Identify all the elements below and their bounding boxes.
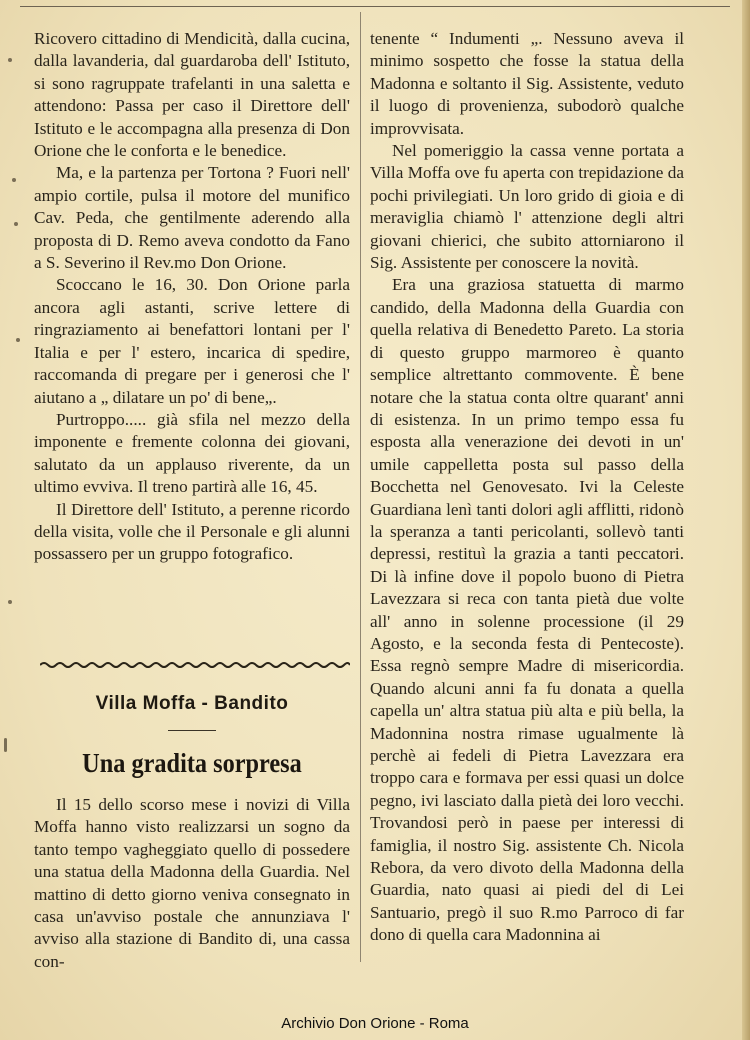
paragraph: Era una graziosa statuetta di marmo candido, della Madonna della Guardia con quella relativa di Benedetto Pareto. La storia di questo gruppo marmoreo è quanto semplice altrettanto commovente. È bene notare che la statua conta oltre quarant' anni di esistenza. In un primo tempo essa fu esposta alla venerazione dei devoti in un' umile cappelletta posta sul passo della Bocchetta nel Genovesato. Ivi la Celeste Guardiana lenì tanti dolori agli afflitti, ridonò la speranza a tanti pericolanti, sollevò tanti depressi, restituì la grazia a tanti peccatori. Di là infine dove il popolo buono di Pietra Lavezzara si reca con tanta pietà due volte all' anno in solenne processione (il 29 Agosto, e la seconda festa di Pentecoste). Essa regnò sempre Madre di misericordia. Quando alcuni anni fa fu donata a quella capella un' altra statua più alta e più bella, la Madonnina nostra rimase ugualmente là perchè ai fedeli di Pietra Lavezzara era troppo cara e formava per essi quasi un dolce pegno, ivi lasciato dalla pietà dei loro vecchi. Trovandosi però in paese per interessi di famiglia, il nostro Sig. assistente Ch. Nicola Rebora, da vero divoto della Madonna della Guardia, nato quasi ai piedi del di Lei Santuario, pregò il suo R.mo Parroco di far dono di quella cara Madonnina ai bbox=[370, 275, 684, 945]
archive-label: Archivio Don Orione - Roma bbox=[281, 1015, 469, 1032]
scan-speck bbox=[8, 600, 12, 604]
paragraph: Ricovero cittadino di Mendicità, dalla cucina, dalla lavanderia, dal guardaroba dell' Istituto, si sono ragruppate trafelanti in una saletta e attendono: Passa per caso il Direttore dell' Istituto e le accompagna alla presenza di Don Orione che le conforta e le benedice. bbox=[34, 29, 350, 161]
left-column bbox=[34, 28, 350, 566]
page-edge bbox=[742, 0, 750, 1040]
scan-speck bbox=[16, 338, 20, 342]
paragraph: Nel pomeriggio la cassa venne portata a Villa Moffa ove fu aperta con trepidazione da pochi privilegiati. Un loro grido di gioia e di meraviglia chiamò l' attenzione degli altri giovani chierici, che subito attorniarono il Sig. Assistente per conoscere la novità. bbox=[370, 141, 684, 273]
paragraph: Il 15 dello scorso mese i novizi di Villa Moffa hanno visto realizzarsi un sogno da tanto tempo vagheggiato quello di possedere una statua della Madonna della Guardia. Nel mattino di detto giorno veniva consegnato in casa un'avviso postale che annunziava l' avviso alla stazione di Bandito di, una cassa con- bbox=[34, 795, 350, 971]
paragraph: Purtroppo..... già sfila nel mezzo della imponente e fremente colonna dei giovani, salutato da un applauso riverente, da un ultimo evviva. Il treno partirà alle 16, 45. bbox=[34, 409, 350, 497]
paragraph: Il Direttore dell' Istituto, a perenne ricordo della visita, volle che il Personale e gli alunni possassero per un gruppo fotografico. bbox=[34, 499, 350, 564]
top-rule bbox=[20, 6, 730, 7]
article-start bbox=[34, 794, 350, 973]
paragraph: tenente “ Indumenti „. Nessuno aveva il minimo sospetto che fosse la statua della Madonna e soltanto il Sig. Assistente, veduto il luogo di provenienza, subodorò qualche improvvisata. bbox=[370, 29, 684, 138]
article-headline: Una gradita sorpresa bbox=[82, 748, 302, 778]
ornamental-rule bbox=[40, 660, 350, 670]
section-title: Villa Moffa - Bandito bbox=[95, 693, 289, 714]
scan-speck bbox=[8, 58, 12, 62]
paragraph: Scoccano le 16, 30. Don Orione parla ancora agli astanti, scrive lettere di ringraziamento ai benefattori lontani per l' Italia e per l' estero, incarica di spedire, raccomanda di pregare per i generosi che l' aiutano a „ dilatare un po' di bene„. bbox=[34, 275, 350, 407]
paragraph: Ma, e la partenza per Tortona ? Fuori nell' ampio cortile, pulsa il motore del munifico Cav. Peda, che gentilmente aderendo alla proposta di D. Remo aveva condotto da Fano a S. Severino il Rev.mo Don Orione. bbox=[34, 163, 350, 273]
scan-speck bbox=[4, 738, 7, 752]
short-rule bbox=[168, 730, 216, 731]
column-divider bbox=[360, 12, 361, 962]
scan-speck bbox=[12, 178, 16, 182]
right-column bbox=[370, 28, 684, 947]
scan-speck bbox=[14, 222, 18, 226]
